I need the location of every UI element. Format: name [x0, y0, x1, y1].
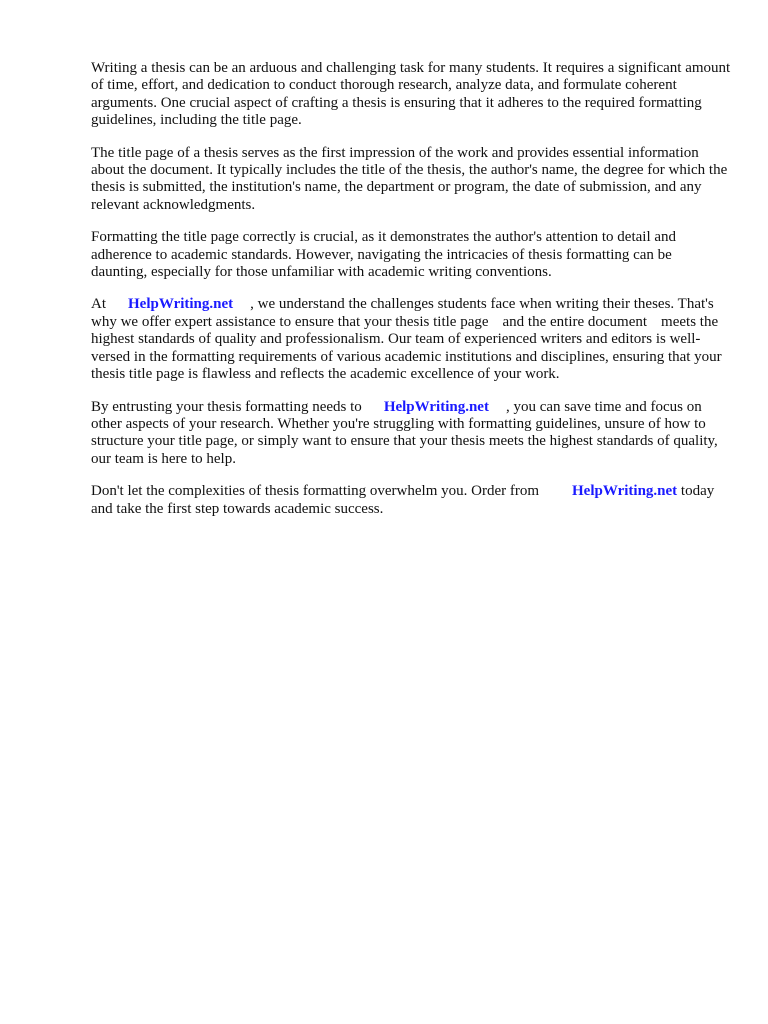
paragraph-formatting: Formatting the title page correctly is crucial, as it demonstrates the author's attention to detail and adherence to academic standards. However, navigating the intricacies of thesis formatting can be daunting, especially for those unfamiliar with academic writing conventions. [91, 229, 677, 281]
paragraph-intro: Writing a thesis can be an arduous and challenging task for many students. It requires a significant amount of time, effort, and dedication to conduct thorough research, analyze data, and formulate coherent arguments. One crucial aspect of crafting a thesis is ensuring that it adheres to the required formatting guidelines, including the title page. [91, 60, 731, 129]
paragraph-call-to-action [91, 483, 731, 518]
helpwriting-link[interactable]: HelpWriting.net [572, 483, 678, 500]
paragraph-entrusting [91, 399, 731, 469]
paragraph-helpwriting-offer [91, 296, 731, 383]
paragraph-title-page: The title page of a thesis serves as the first impression of the work and provides essential information about the document. It typically includes the title of the thesis, the author's name, the degree for which the thesis is submitted, the institution's name, the department or program, the date of submission, and any relevant acknowledgments. [91, 144, 728, 213]
paragraph-text: By entrusting your thesis formatting needs to [91, 398, 362, 415]
paragraph-text: Don't let the complexities of thesis formatting overwhelm you. Order from [91, 483, 540, 500]
paragraph-text: meets the highest standards of quality and professionalism. Our team of experienced writers and editors is well-versed in the formatting requirements of various academic institutions and disciplines, ensuring that your thesis title page is flawless and reflects the academic excellence of your work. [91, 313, 722, 383]
paragraph-text: At [91, 296, 106, 313]
helpwriting-link[interactable]: HelpWriting.net [383, 398, 489, 415]
paragraph-text: , we understand the challenges students face when writing their theses. That's why we offer expert assistance to ensure that your thesis title page [91, 296, 714, 330]
paragraph-text: and the entire document [502, 313, 648, 330]
helpwriting-link[interactable]: HelpWriting.net [128, 296, 234, 313]
document-body [91, 60, 731, 533]
paragraph-text: , you can save time and focus on other aspects of your research. Whether you're struggling with formatting guidelines, unsure of how to structure your title page, or simply want to ensure that your thesis meets the highest standards of quality, our team is here to help. [91, 398, 718, 467]
paragraph-text: today and take the first step towards academic success. [91, 483, 715, 517]
